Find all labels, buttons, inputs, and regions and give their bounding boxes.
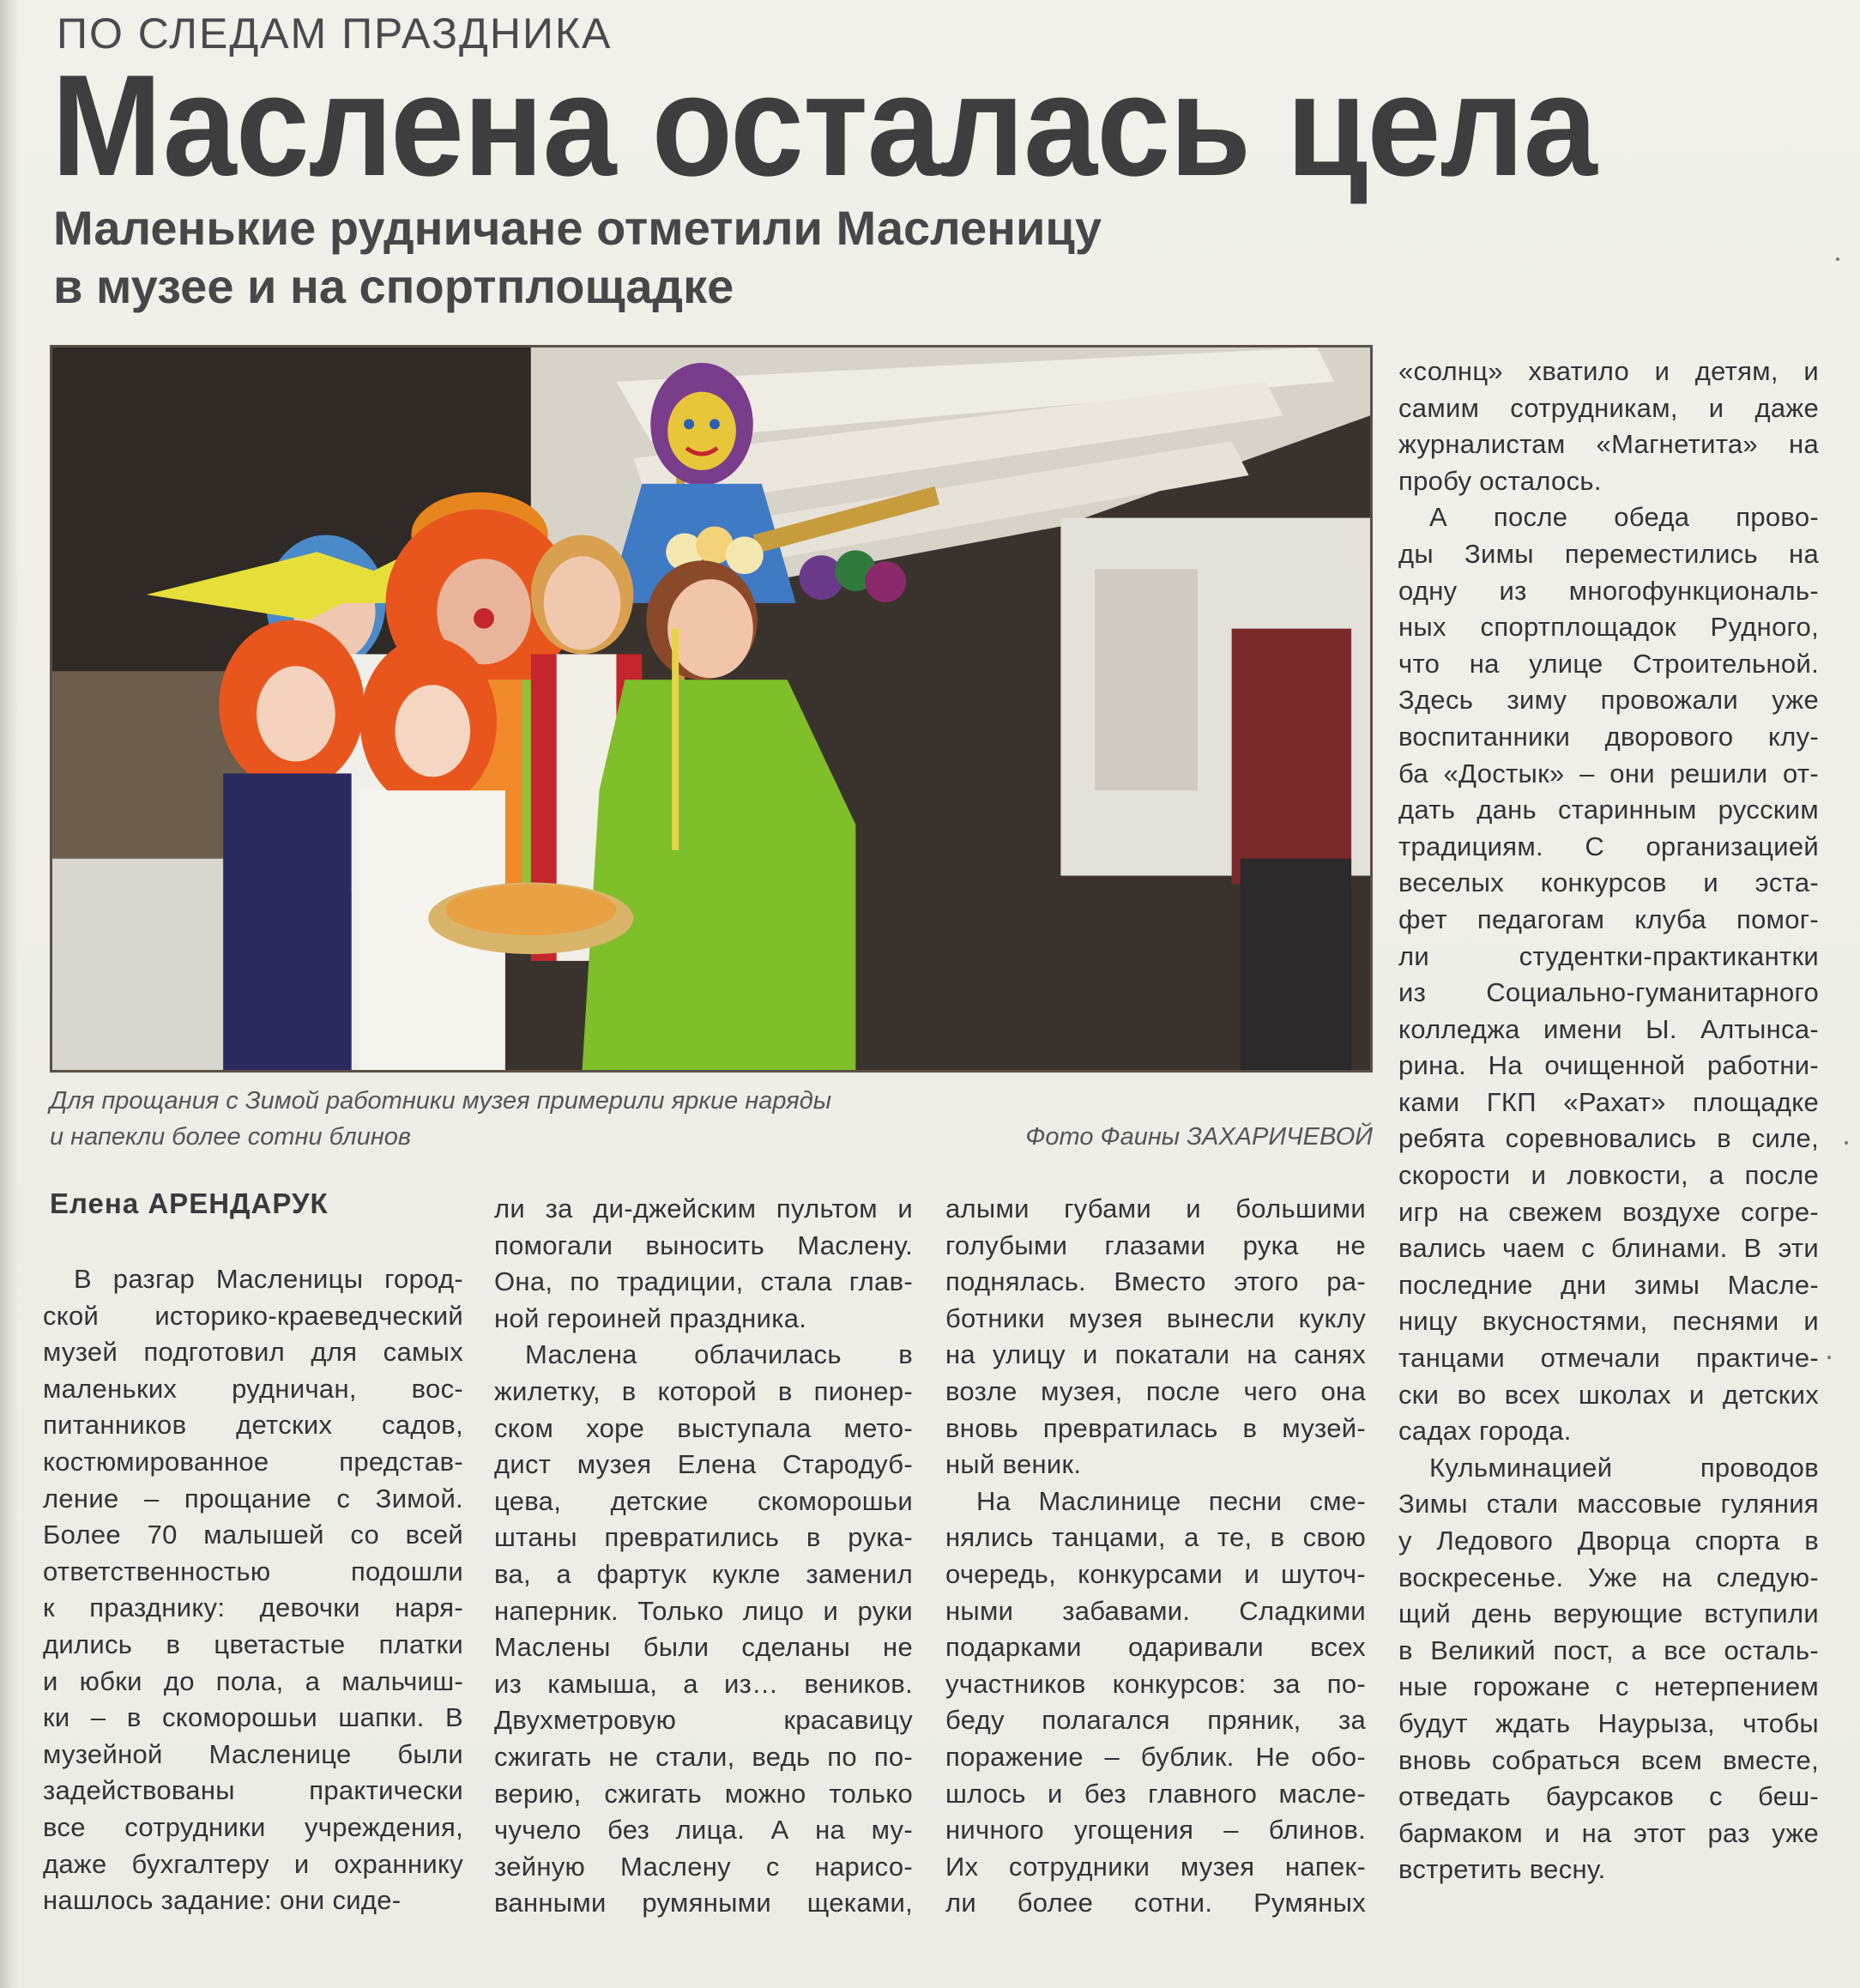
article-text-line: все сотрудники учреждения, xyxy=(43,1811,463,1842)
article-photo xyxy=(50,345,1373,1073)
article-text-line: шлось и без главного масле- xyxy=(945,1778,1366,1809)
article-text-line: Здесь зиму провожали уже xyxy=(1398,685,1819,716)
cabinet xyxy=(1241,859,1351,1070)
scan-speck xyxy=(1827,1356,1831,1359)
section-rubric: ПО СЛЕДАМ ПРАЗДНИКА xyxy=(57,9,613,57)
article-text-line: ской историко-краеведческий xyxy=(43,1300,463,1331)
child-sweater xyxy=(223,773,351,1070)
article-text-line: ление – прощание с Зимой. xyxy=(43,1483,463,1514)
article-text-line: помогали выносить Маслену. xyxy=(494,1230,913,1260)
article-text-line: возле музея, после чего она xyxy=(945,1375,1366,1406)
article-text-line: Более 70 малышей со всей xyxy=(43,1520,463,1550)
article-text-line: ботники музея вынесли куклу xyxy=(945,1302,1366,1333)
article-text-line: жилетку, в которой в пионер- xyxy=(494,1375,913,1406)
photo-credit: Фото Фаины ЗАХАРИЧЕВОЙ xyxy=(1025,1123,1373,1151)
article-text-line: будут ждать Наурыза, чтобы xyxy=(1398,1707,1819,1738)
wreath-flower xyxy=(865,561,906,602)
article-text-line: веселых конкурсов и эста- xyxy=(1398,867,1819,898)
article-text-line: поражение – бублик. Не обо- xyxy=(945,1741,1366,1772)
article-text-line: нашлось задание: они сиде- xyxy=(43,1885,402,1916)
article-text-line: Их сотрудники музея напек- xyxy=(945,1851,1366,1882)
article-text-line: игр на свежем воздухе согре- xyxy=(1398,1196,1819,1227)
woman-face xyxy=(544,556,621,650)
article-text-line: ответственностью подошли xyxy=(43,1556,463,1586)
article-text-line: из Социально-гуманитарного xyxy=(1398,977,1819,1008)
child-face xyxy=(257,666,335,761)
article-text-line: воскресенье. Уже на следую- xyxy=(1398,1562,1819,1592)
wreath-ribbon xyxy=(672,629,679,850)
scan-edge-shadow xyxy=(0,0,19,1988)
article-text-line: ницу вкусностями, песнями и xyxy=(1398,1306,1819,1337)
woman-green-dress xyxy=(583,680,856,1070)
article-text-line: щий день верующие вступили xyxy=(1398,1598,1819,1629)
article-text-line: традициям. С организацией xyxy=(1398,831,1819,861)
article-text-line: Она, по традиции, стала глав- xyxy=(494,1266,913,1297)
article-text-line: вновь собраться всем вместе, xyxy=(1398,1744,1819,1775)
article-text-line: ли более сотни. Румяных xyxy=(945,1888,1366,1919)
article-text-line: ли студентки-практикантки xyxy=(1398,940,1819,971)
article-text-line: ный веник. xyxy=(945,1449,1082,1480)
article-subhead xyxy=(53,199,1392,316)
article-text-line: Маслена облачилась в xyxy=(525,1339,913,1370)
article-text-line: штаны превратились в рука- xyxy=(494,1522,913,1553)
article-text-line: В разгар Масленицы город- xyxy=(74,1264,463,1294)
article-text-line: ском хоре выступала мето- xyxy=(494,1412,913,1443)
article-text-line: ной героиней праздника. xyxy=(494,1302,807,1333)
child-face xyxy=(395,685,470,776)
article-text-line: самим сотрудникам, и даже xyxy=(1398,392,1819,423)
article-text-line: наперник. Только лицо и руки xyxy=(494,1595,913,1626)
caption-line: и напекли более сотни блинов xyxy=(50,1123,412,1151)
caption-line: Для прощания с Зимой работники музея примерили яркие наряды xyxy=(50,1087,832,1115)
article-text-line: костюмированное представ- xyxy=(43,1446,463,1477)
woman-face xyxy=(667,579,753,678)
pancakes xyxy=(445,885,616,936)
article-text-line: рина. На очищенной работни- xyxy=(1398,1050,1819,1081)
article-column-4 xyxy=(1398,353,1819,1888)
article-text-line: встретить весну. xyxy=(1398,1854,1606,1885)
article-text-line: зейную Маслену с нарисо- xyxy=(494,1851,913,1882)
effigy-eye xyxy=(684,419,694,429)
subhead-line: в музее и на спортплощадке xyxy=(53,259,734,313)
article-text-line: ски во всех школах и детских xyxy=(1398,1379,1819,1410)
article-text-line: даже бухгалтеру и охраннику xyxy=(43,1848,463,1879)
article-text-line: ребята соревновались в силе, xyxy=(1398,1123,1819,1154)
scan-speck xyxy=(1836,257,1839,261)
article-text-line: ба «Достык» – они решили от- xyxy=(1398,758,1819,789)
article-text-line: ва, а фартук кукле заменил xyxy=(494,1558,913,1589)
article-text-line: дать дань старинным русским xyxy=(1398,795,1819,825)
article-text-line: «солнц» хватило и детям, и xyxy=(1398,356,1819,386)
wreath-flower xyxy=(726,536,764,574)
clown-nose xyxy=(474,608,494,629)
article-text-line: Двухметровую красавицу xyxy=(494,1705,913,1736)
article-text-line: ными забавами. Сладкими xyxy=(945,1595,1366,1626)
article-text-line: в Великий пост, а все осталь- xyxy=(1398,1635,1819,1665)
article-text-line: журналистам «Магнетита» на xyxy=(1398,429,1819,460)
embroidered-towel xyxy=(1232,629,1351,885)
article-text-line: цева, детские скоморошьи xyxy=(494,1485,913,1516)
article-column-1 xyxy=(43,1261,463,1919)
article-text-line: верию, сжигать можно только xyxy=(494,1778,913,1809)
article-text-line: ли за ди-джейским пультом и xyxy=(494,1193,913,1224)
photo-illustration xyxy=(52,347,1370,1070)
article-column-3 xyxy=(945,1191,1366,1922)
article-text-line: чучело без лица. А на му- xyxy=(494,1815,913,1846)
article-text-line: на улицу и покатали на санях xyxy=(945,1339,1366,1370)
article-text-line: танцами отмечали практиче- xyxy=(1398,1343,1819,1374)
article-text-line: очередь, конкурсами и шуточ- xyxy=(945,1558,1366,1589)
article-text-line: нялись танцами, а те, в свою xyxy=(945,1522,1366,1553)
article-text-line: маленьких рудничан, вос- xyxy=(43,1373,463,1404)
scan-speck xyxy=(1845,1141,1848,1145)
article-text-line: воспитанники дворового клу- xyxy=(1398,721,1819,752)
photo-caption xyxy=(50,1083,1373,1155)
article-text-line: ды Зимы переместились на xyxy=(1398,538,1819,569)
article-text-line: пробу осталось. xyxy=(1398,465,1602,496)
article-text-line: скорости и ловкости, а после xyxy=(1398,1160,1819,1191)
wall-hanging xyxy=(1095,569,1198,790)
article-text-line: питанников детских садов, xyxy=(43,1410,463,1441)
author-byline: Елена АРЕНДАРУК xyxy=(50,1187,329,1219)
article-text-line: из камыша, а из… веников. xyxy=(494,1668,913,1699)
article-text-line: ки – в скоморошьи шапки. В xyxy=(43,1702,463,1733)
article-text-line: у Ледового Дворца спорта в xyxy=(1398,1526,1819,1556)
article-text-line: ванными румяными щеками, xyxy=(494,1888,913,1919)
article-text-line: бармаком и на этот раз уже xyxy=(1398,1817,1819,1848)
article-text-line: Зимы стали массовые гуляния xyxy=(1398,1489,1819,1520)
article-text-line: что на улице Строительной. xyxy=(1398,648,1819,679)
article-text-line: дились в цветастые платки xyxy=(43,1628,463,1659)
article-text-line: подарками одаривали всех xyxy=(945,1632,1366,1663)
effigy-eye xyxy=(710,419,720,429)
article-text-line: ничного угощения – блинов. xyxy=(945,1815,1366,1846)
article-text-line: поднялась. Вместо этого ра- xyxy=(945,1266,1366,1297)
article-text-line: Кульминацией проводов xyxy=(1429,1452,1819,1483)
article-text-line: музейной Масленице были xyxy=(43,1738,463,1769)
article-text-line: голубыми глазами рука не xyxy=(945,1230,1366,1260)
article-text-line: алыми губами и большими xyxy=(945,1193,1366,1224)
article-text-line: А после обеда прово- xyxy=(1429,502,1819,533)
article-text-line: ных спортплощадок Рудного, xyxy=(1398,612,1819,643)
article-text-line: вновь превратилась в музей- xyxy=(945,1412,1366,1443)
article-text-line: ками ГКП «Рахат» площадке xyxy=(1398,1086,1819,1117)
article-text-line: отведать баурсаков с беш- xyxy=(1398,1781,1819,1812)
article-text-line: последние дни зимы Масле- xyxy=(1398,1269,1819,1300)
article-text-line: дист музея Елена Стародуб- xyxy=(494,1449,913,1480)
article-column-2 xyxy=(494,1191,913,1922)
article-text-line: музей подготовил для самых xyxy=(43,1337,463,1368)
effigy-face xyxy=(667,392,736,470)
article-text-line: Маслены были сделаны не xyxy=(494,1632,913,1663)
article-text-line: садах города. xyxy=(1398,1416,1572,1447)
article-text-line: беду полагался пряник, за xyxy=(945,1705,1366,1736)
article-text-line: колледжа имени Ы. Алтынса- xyxy=(1398,1013,1819,1044)
article-text-line: ные горожане с нетерпением xyxy=(1398,1671,1819,1702)
article-text-line: сжигать не стали, ведь по по- xyxy=(494,1741,913,1772)
article-text-line: одну из многофункциональ- xyxy=(1398,575,1819,606)
article-text-line: На Маслинице песни сме- xyxy=(976,1485,1366,1516)
tablecloth xyxy=(52,859,223,1070)
article-text-line: к празднику: девочки наря- xyxy=(43,1592,463,1623)
article-text-line: задействованы практически xyxy=(43,1775,463,1806)
article-text-line: и юбки до пола, а мальчиш- xyxy=(43,1665,463,1696)
subhead-line: Маленькие рудничане отметили Масленицу xyxy=(53,201,1102,255)
article-text-line: участников конкурсов: за по- xyxy=(945,1668,1366,1699)
article-headline: Маслена осталась цела xyxy=(51,45,1597,206)
article-text-line: вались чаем с блинами. В эти xyxy=(1398,1233,1819,1264)
article-text-line: фет педагогам клуба помог- xyxy=(1398,903,1819,934)
